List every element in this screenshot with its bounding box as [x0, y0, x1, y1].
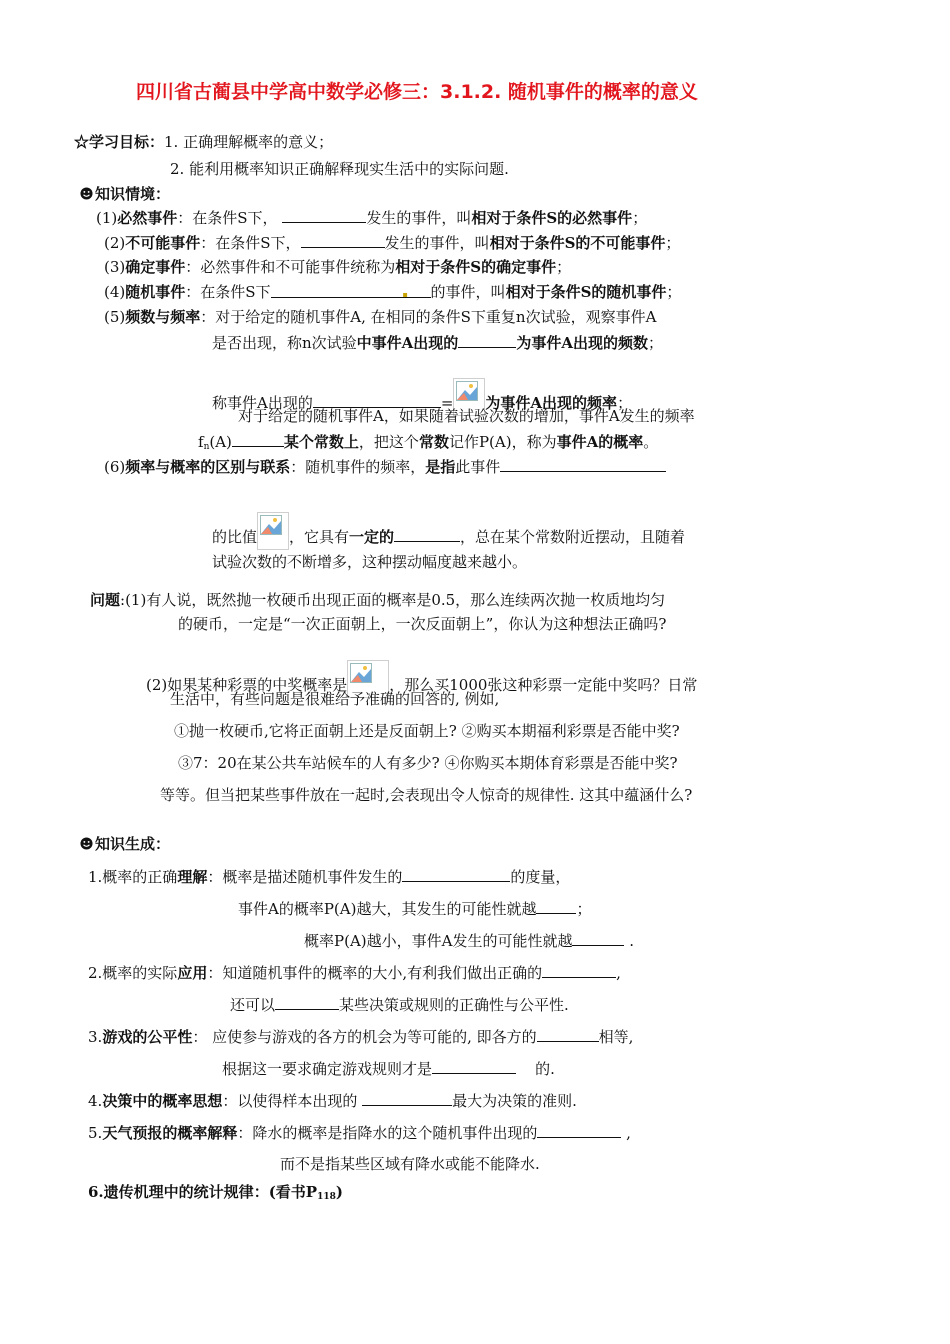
text-segment: 相对于条件S的不可能事件: [489, 234, 666, 252]
situation-line-2: [104, 232, 680, 253]
generation-line-1: [88, 866, 570, 887]
text-segment: 此事件: [455, 458, 501, 476]
text-segment: =: [440, 394, 454, 412]
text-segment: 的比值: [212, 528, 258, 546]
text-segment: f: [198, 433, 204, 451]
generation-line-11: [88, 1182, 343, 1207]
text-segment: 天气预报的概率解释: [102, 1124, 238, 1142]
blank-field[interactable]: [275, 994, 339, 1010]
situation-heading: [80, 184, 170, 204]
text-segment: ：在条件S下，: [177, 209, 278, 227]
text-segment: ；: [617, 394, 633, 412]
question-line-5: ①抛一枚硬币,它将正面朝上还是反面朝上? ②购买本期福利彩票是否能中奖?: [174, 722, 680, 740]
generation-line-6: [88, 1026, 633, 1047]
generation-line-2: [238, 898, 591, 919]
text-segment: ；: [647, 334, 663, 352]
text-segment: 相对于条件S的确定事件: [395, 258, 557, 276]
text-segment: 118: [317, 1192, 336, 1202]
text-segment: ：必然事件和不可能事件统称为: [185, 258, 396, 276]
generation-line-7: [222, 1058, 555, 1079]
generation-line-5: [230, 994, 569, 1015]
objectives-line-1: [74, 132, 333, 152]
text-segment: 。: [643, 433, 659, 451]
text-segment: ；: [666, 283, 682, 301]
situation-line-6: [212, 332, 663, 353]
text-segment: ：知道随机事件的概率的大小,有利我们做出正确的: [207, 964, 543, 982]
objective-item-1: 1. 正确理解概率的意义；: [164, 133, 334, 151]
text-segment: ): [335, 1183, 343, 1201]
text-segment: 遗传机理中的统计规律: [103, 1183, 254, 1201]
text-segment: 最大为决策的准则.: [452, 1092, 577, 1110]
text-segment: 确定事件: [125, 258, 186, 276]
text-segment: 决策中的概率思想: [102, 1092, 223, 1110]
text-segment: ,: [626, 1124, 631, 1142]
blank-field[interactable]: [572, 930, 624, 946]
text-segment: 事件A的概率: [556, 433, 644, 451]
text-segment: 相对于条件S的随机事件: [505, 283, 667, 301]
blank-field[interactable]: [394, 526, 460, 542]
text-segment: 的.: [535, 1060, 555, 1078]
text-segment: .: [629, 932, 635, 950]
text-segment: 还可以: [230, 996, 276, 1014]
text-segment: 记作P(A)，称为: [448, 433, 557, 451]
text-segment: ，它具有: [289, 528, 350, 546]
text-segment: (4): [104, 283, 126, 301]
text-segment: 随机事件: [125, 283, 186, 301]
text-segment: 1.概率的正确: [88, 868, 178, 886]
text-segment: ；: [576, 900, 592, 918]
situation-line-4: [104, 282, 681, 302]
text-segment: 某些决策或规则的正确性与公平性.: [339, 996, 569, 1014]
generation-line-4: [88, 962, 621, 983]
situation-line-3: [104, 257, 571, 277]
text-segment: 理解: [177, 868, 208, 886]
situation-line-5: [104, 307, 656, 327]
text-segment: ：在条件S下，: [200, 234, 301, 252]
situation-line-8: 对于给定的随机事件A，如果随着试验次数的增加，事件A发生的频率: [238, 407, 695, 425]
text-segment: 为事件A出现的频数: [516, 334, 648, 352]
text-segment: 相等,: [598, 1028, 634, 1046]
situation-line-9: [198, 431, 658, 457]
text-segment: ，总在某个常数附近摆动，且随着: [460, 528, 686, 546]
question-label: 问题: [90, 591, 121, 609]
text-segment: (6): [104, 458, 126, 476]
text-segment: 6.: [88, 1183, 104, 1201]
generation-line-3: [304, 930, 634, 951]
text-segment: (1): [96, 209, 118, 227]
page-title: 四川省古蔺县中学高中数学必修三：3.1.2. 随机事件的概率的意义: [136, 81, 698, 103]
text-segment: 2.概率的实际: [88, 964, 178, 982]
blank-field[interactable]: [282, 207, 366, 223]
text-segment: 发生的事件，叫: [384, 234, 490, 252]
generation-line-8: [88, 1090, 577, 1111]
blank-field[interactable]: [500, 456, 666, 472]
text-segment: ：以使得样本出现的: [222, 1092, 363, 1110]
text-segment: 一定的: [349, 528, 395, 546]
text-segment: (3): [104, 258, 126, 276]
text-segment: ；: [632, 209, 648, 227]
text-segment: ：(看书P: [253, 1183, 318, 1201]
objectives-label: ☆学习目标：: [74, 133, 165, 151]
generation-heading: [80, 834, 170, 854]
blank-field[interactable]: [432, 1058, 516, 1074]
text-segment: n: [203, 442, 210, 452]
text-segment: 的度量，: [510, 868, 571, 886]
text-segment: 相对于条件S的必然事件: [471, 209, 633, 227]
text-segment: 的事件，叫: [430, 283, 506, 301]
text-segment: 不可能事件: [125, 234, 201, 252]
blank-field[interactable]: [537, 1026, 599, 1042]
generation-line-9: [88, 1122, 631, 1143]
text-segment: 应用: [177, 964, 208, 982]
text-segment: (2): [104, 234, 126, 252]
question-line-7: 等等。但当把某些事件放在一起时,会表现出令人惊奇的规律性. 这其中蕴涵什么?: [160, 786, 693, 804]
text-segment: (A): [209, 433, 232, 451]
smiley-icon: [80, 837, 93, 850]
text-segment: 为事件A出现的频率: [485, 394, 618, 412]
blank-field[interactable]: [542, 962, 616, 978]
smiley-icon: [80, 187, 93, 200]
blank-field[interactable]: [402, 866, 510, 882]
text-segment: ：概率是描述随机事件发生的: [207, 868, 403, 886]
text-segment: 是否出现，称n次试验: [212, 334, 357, 352]
text-segment: 概率P(A)越小，事件A发生的可能性就越: [304, 932, 573, 950]
text-segment: ；: [665, 234, 681, 252]
text-segment: 是指: [425, 458, 456, 476]
situation-line-10: [104, 456, 666, 477]
question-line-6: ③7：20在某公共车站候车的人有多少? ④你购买本期体育彩票是否能中奖?: [178, 754, 678, 772]
text-segment: 事件A的概率P(A)越大，其发生的可能性就越: [238, 900, 537, 918]
question-line-1: [90, 590, 665, 610]
blank-field[interactable]: [458, 332, 516, 348]
text-segment: 游戏的公平性: [102, 1028, 193, 1046]
blank-field[interactable]: [301, 232, 385, 248]
situation-line-12: 试验次数的不断增多，这种摆动幅度越来越小。: [212, 553, 528, 571]
blank-field[interactable]: [537, 1122, 621, 1138]
text-segment: 5.: [88, 1124, 103, 1142]
blank-field[interactable]: [232, 431, 284, 447]
text-segment: 称事件A出现的: [212, 394, 313, 412]
text-segment: ，把这个: [358, 433, 419, 451]
generation-heading-text: 知识生成：: [95, 835, 171, 853]
situation-line-11: [212, 512, 685, 550]
text-segment: ：随机事件的频率，: [290, 458, 426, 476]
question-line-2: 的硬币，一定是“一次正面朝上，一次反面朝上”，你认为这种想法正确吗?: [178, 615, 667, 633]
text-segment: (2)如果某种彩票的中奖概率是: [146, 676, 348, 694]
situation-line-1: [96, 207, 647, 228]
text-segment: ：对于给定的随机事件A, 在相同的条件S下重复n次试验，观察事件A: [200, 308, 657, 326]
text-segment: ,: [616, 964, 621, 982]
generation-line-10: 而不是指某些区域有降水或能不能降水.: [280, 1155, 540, 1173]
text-segment: 频数与频率: [125, 308, 201, 326]
text-segment: 频率与概率的区别与联系: [125, 458, 291, 476]
text-segment: ，那么买1000张这种彩票一定能中奖吗？日常: [389, 676, 698, 694]
blank-field[interactable]: [362, 1090, 452, 1106]
formula-image-icon: [257, 512, 289, 550]
objective-item-2: 2. 能利用概率知识正确解释现实生活中的实际问题.: [170, 160, 509, 178]
text-segment: 发生的事件，叫: [366, 209, 472, 227]
text-segment: ： 应使参与游戏的各方的机会为等可能的, 即各方的: [192, 1028, 537, 1046]
text-segment: ：降水的概率是指降水的这个随机事件出现的: [237, 1124, 538, 1142]
question-line-4: 生活中，有些问题是很难给予准确的回答的, 例如,: [170, 690, 500, 708]
text-segment: 常数: [418, 433, 449, 451]
text-segment: 某个常数上: [283, 433, 359, 451]
text-segment: 根据这一要求确定游戏规则才是: [222, 1060, 433, 1078]
text-segment: 4.: [88, 1092, 103, 1110]
blank-field[interactable]: [536, 898, 576, 914]
text-segment: :(1)有人说，既然抛一枚硬币出现正面的概率是0.5，那么连续两次抛一枚质地均匀: [120, 591, 666, 609]
text-segment: (5): [104, 308, 126, 326]
text-segment: ：在条件S下: [185, 283, 271, 301]
text-segment: 3.: [88, 1028, 103, 1046]
situation-heading-text: 知识情境：: [95, 185, 171, 203]
text-segment: 中事件A出现的: [356, 334, 459, 352]
text-segment: 必然事件: [117, 209, 178, 227]
blank-field[interactable]: ▪: [271, 282, 431, 298]
text-segment: ；: [556, 258, 572, 276]
